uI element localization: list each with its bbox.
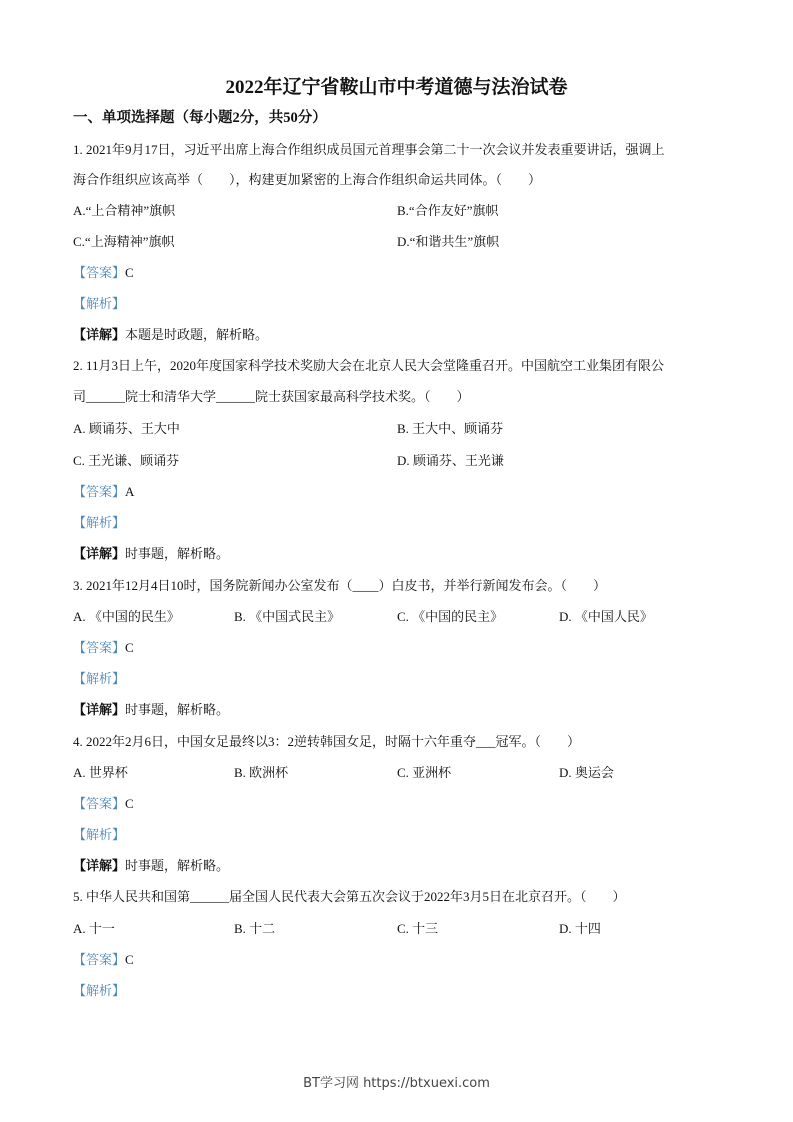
q3-analysis-label: 【解析】 <box>73 671 126 686</box>
detail-label: 【详解】 <box>73 858 126 873</box>
q4-option-b: B. 欧洲杯 <box>234 765 289 780</box>
q5-option-a: A. 十一 <box>73 921 115 936</box>
q2-option-c: C. 王光谦、顾诵芬 <box>73 453 180 468</box>
q3-option-a: A. 《中国的民生》 <box>73 609 180 624</box>
q5-analysis-label: 【解析】 <box>73 983 126 998</box>
q3-answer <box>73 640 134 656</box>
q1-option-b: B.“合作友好”旗帜 <box>397 203 499 218</box>
q4-option-a: A. 世界杯 <box>73 765 128 780</box>
q3-text: 3. 2021年12月4日10时，国务院新闻办公室发布（____）白皮书，并举行新闻发布会。（ ） <box>73 578 607 593</box>
q2-text-line2: 司______院士和清华大学______院士获国家最高科学技术奖。（ ） <box>73 389 470 404</box>
q2-text-line1: 2. 11月3日上午，2020年度国家科学技术奖励大会在北京人民大会堂隆重召开。中国航空工业集团有限公 <box>73 358 665 373</box>
detail-text: 时事题，解析略。 <box>125 702 230 717</box>
q1-detail <box>73 327 268 343</box>
detail-text: 本题是时政题，解析略。 <box>125 327 269 342</box>
detail-text: 时事题，解析略。 <box>125 858 230 873</box>
q3-option-b: B. 《中国式民主》 <box>234 609 341 624</box>
q3-option-c: C. 《中国的民主》 <box>397 609 504 624</box>
answer-label: 【答案】 <box>73 265 126 280</box>
answer-value: C <box>125 796 134 811</box>
q2-detail <box>73 546 229 562</box>
q4-option-c: C. 亚洲杯 <box>397 765 452 780</box>
q1-option-a: A.“上合精神”旗帜 <box>73 203 176 218</box>
q4-analysis-label: 【解析】 <box>73 827 126 842</box>
q5-text: 5. 中华人民共和国第______届全国人民代表大会第五次会议于2022年3月5日在北京召开。（ ） <box>73 889 626 904</box>
q2-analysis-label: 【解析】 <box>73 515 126 530</box>
q2-option-a: A. 顾诵芬、王大中 <box>73 421 180 436</box>
q5-option-c: C. 十三 <box>397 921 439 936</box>
answer-label: 【答案】 <box>73 796 126 811</box>
q1-answer <box>73 265 134 281</box>
q1-option-c: C.“上海精神”旗帜 <box>73 234 175 249</box>
detail-label: 【详解】 <box>73 327 126 342</box>
page-title: 2022年辽宁省鞍山市中考道德与法治试卷 <box>225 77 568 98</box>
q1-analysis-label: 【解析】 <box>73 296 126 311</box>
answer-value: A <box>125 484 135 499</box>
detail-text: 时事题，解析略。 <box>125 546 230 561</box>
answer-label: 【答案】 <box>73 484 126 499</box>
answer-value: C <box>125 952 134 967</box>
detail-label: 【详解】 <box>73 702 126 717</box>
section-heading: 一、单项选择题（每小题2分，共50分） <box>73 110 327 126</box>
q1-text-line1: 1. 2021年9月17日，习近平出席上海合作组织成员国元首理事会第二十一次会议并发表重要讲话，强调上 <box>73 142 665 157</box>
answer-label: 【答案】 <box>73 952 126 967</box>
q3-option-d: D. 《中国人民》 <box>559 609 653 624</box>
q5-answer <box>73 952 134 968</box>
q2-option-b: B. 王大中、顾诵芬 <box>397 421 504 436</box>
q3-detail <box>73 702 229 718</box>
footer-watermark: BT学习网 https://btxuexi.com <box>303 1076 490 1091</box>
q5-option-b: B. 十二 <box>234 921 276 936</box>
q2-answer <box>73 484 134 500</box>
q4-detail <box>73 858 229 874</box>
detail-label: 【详解】 <box>73 546 126 561</box>
q4-text: 4. 2022年2月6日，中国女足最终以3：2逆转韩国女足，时隔十六年重夺___冠军。（ ） <box>73 734 581 749</box>
q2-option-d: D. 顾诵芬、王光谦 <box>397 453 504 468</box>
q1-text-line2: 海合作组织应该高举（ ），构建更加紧密的上海合作组织命运共同体。（ ） <box>73 172 542 187</box>
q4-answer <box>73 796 134 812</box>
answer-value: C <box>125 265 134 280</box>
q4-option-d: D. 奥运会 <box>559 765 614 780</box>
q1-option-d: D.“和谐共生”旗帜 <box>397 234 500 249</box>
q5-option-d: D. 十四 <box>559 921 601 936</box>
answer-value: C <box>125 640 134 655</box>
answer-label: 【答案】 <box>73 640 126 655</box>
